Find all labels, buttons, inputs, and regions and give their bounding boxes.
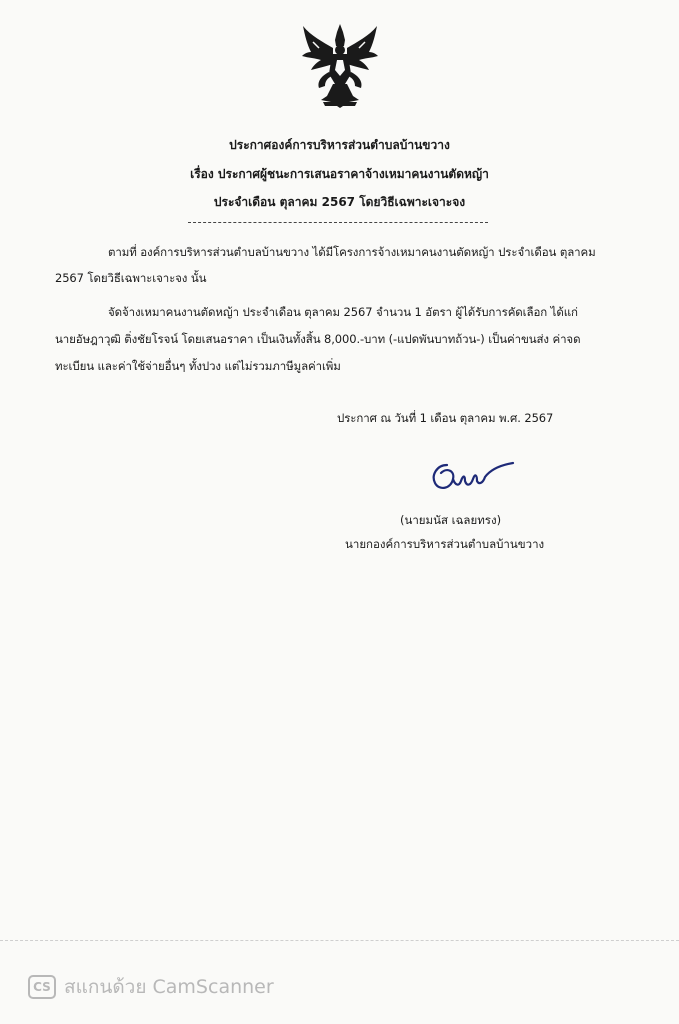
- paragraph-2-line-2: นายอัษฎาวุฒิ ติ่งชัยโรจน์ โดยเสนอราคา เป็นเงินทั้งสิ้น 8,000.-บาท (-แปดพันบาทถ้วน-) เป็นค่าขนส่ง ค่าจด: [55, 332, 581, 346]
- signatory-name: (นายมนัส เฉลยทรง): [400, 513, 502, 527]
- header-divider: [188, 222, 488, 223]
- camscanner-watermark-text: สแกนด้วย CamScanner: [64, 976, 274, 998]
- announcement-period: ประจำเดือน ตุลาคม 2567 โดยวิธีเฉพาะเจาะจง: [213, 195, 466, 209]
- announcement-date: ประกาศ ณ วันที่ 1 เดือน ตุลาคม พ.ศ. 2567: [337, 411, 554, 425]
- paragraph-2-line-1: จัดจ้างเหมาคนงานตัดหญ้า ประจำเดือน ตุลาคม 2567 จำนวน 1 อัตรา ผู้ได้รับการคัดเลือก ได้แก่: [108, 305, 578, 319]
- handwritten-signature: [425, 455, 515, 500]
- scan-fold-line: [0, 940, 679, 941]
- camscanner-watermark: [28, 972, 274, 1002]
- paragraph-2-line-3: ทะเบียน และค่าใช้จ่ายอื่นๆ ทั้งปวง แต่ไม่รวมภาษีมูลค่าเพิ่ม: [55, 359, 341, 373]
- garuda-emblem-icon: [299, 22, 381, 112]
- paragraph-1-line-1: ตามที่ องค์การบริหารส่วนตำบลบ้านขวาง ได้มีโครงการจ้างเหมาคนงานตัดหญ้า ประจำเดือน ตุลาคม: [108, 245, 596, 259]
- signatory-position: นายกองค์การบริหารส่วนตำบลบ้านขวาง: [345, 537, 545, 551]
- camscanner-logo-icon: CS: [28, 975, 56, 999]
- paragraph-1-line-2: 2567 โดยวิธีเฉพาะเจาะจง นั้น: [55, 271, 207, 285]
- announcement-title: ประกาศองค์การบริหารส่วนตำบลบ้านขวาง: [229, 138, 450, 152]
- announcement-subject: เรื่อง ประกาศผู้ชนะการเสนอราคาจ้างเหมาคนงานตัดหญ้า: [190, 167, 489, 181]
